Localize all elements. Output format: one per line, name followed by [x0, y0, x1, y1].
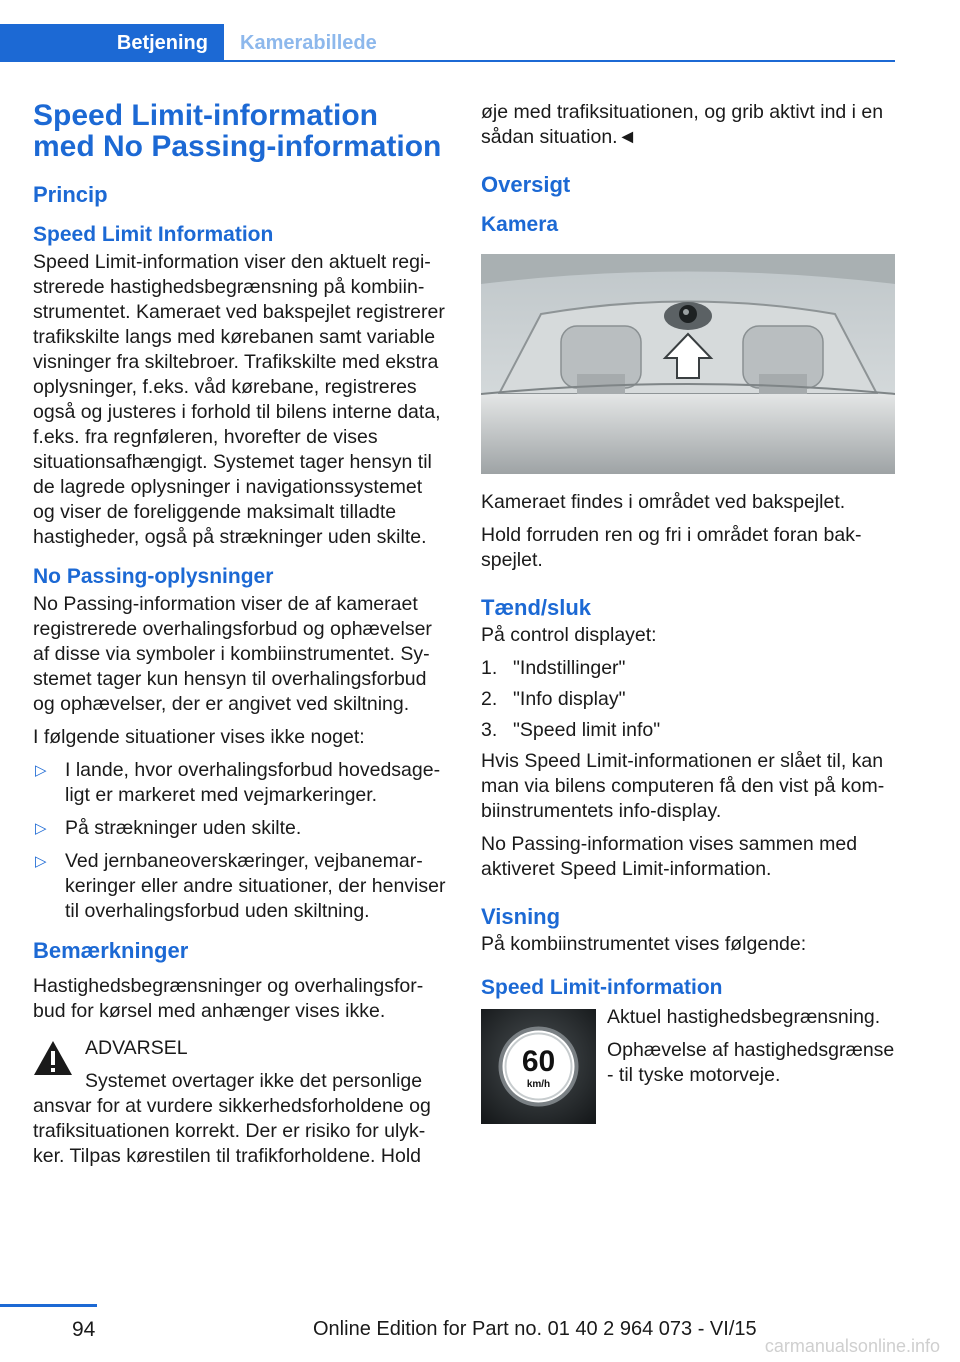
- list-item: ▷ På strækninger uden skilte.: [35, 817, 302, 839]
- paragraph-no-passing: No Passing-information viser de af kameraet registrerede overhalingsforbud og ophævelser af disse via symboler i kombiinstrumentet. Systemet tager kun hensyn til overhalingsforbud og ophævelser, der er angivet ved skiltning.: [33, 593, 432, 715]
- paragraph-situations-lead: I følgende situationer vises ikke noget:: [33, 726, 365, 748]
- heading-no-passing: No Passing-oplysninger: [33, 565, 274, 588]
- triangle-bullet-icon: ▷: [35, 762, 47, 779]
- heading-oversigt: Oversigt: [481, 172, 571, 197]
- paragraph-no-passing-shown: No Passing-information vises sammen med aktiveret Speed Limit-information.: [481, 833, 858, 880]
- paragraph-control-display: På control displayet:: [481, 624, 657, 646]
- speed-sign-value: 60: [521, 1045, 556, 1078]
- warning-continuation: øje med trafiksituationen, og grib aktivt ind i en sådan situation.◄: [481, 101, 884, 148]
- tab-betjening[interactable]: Betjening: [0, 24, 224, 62]
- list-item[interactable]: 1. "Indstillinger": [481, 657, 626, 679]
- page-title: Speed Limit-information med No Passing-information: [33, 99, 442, 163]
- speed-sign-row: [481, 1005, 895, 1088]
- heading-taend-sluk: Tænd/sluk: [481, 595, 592, 620]
- paragraph-remarks: Hastighedsbegrænsninger og overhalingsforbud for kørsel med anhænger vises ikke.: [33, 975, 424, 1022]
- header-tabs: [0, 24, 895, 62]
- page-number: 94: [72, 1318, 96, 1341]
- heading-princip: Princip: [33, 182, 108, 207]
- heading-speed-limit-information: Speed Limit Information: [33, 223, 274, 246]
- paragraph-camera-clean: Hold forruden ren og fri i området foran bakspejlet.: [481, 524, 862, 571]
- list-item: ▷ Ved jernbaneoverskæringer, vejbanemarkeringer eller andre situationer, der henviser til overhalingsforbud uden skiltning.: [35, 850, 446, 922]
- list-item[interactable]: 3. "Speed limit info": [481, 719, 661, 741]
- paragraph-onoff-info: Hvis Speed Limit-informationen er slået til, kan man via bilens computeren få den vist på kombiinstrumentets info-display.: [481, 750, 885, 822]
- watermark: carmanualsonline.info: [764, 1336, 940, 1356]
- tab-kamerabillede[interactable]: Kamerabillede: [240, 32, 377, 54]
- warning-triangle-icon: [33, 1040, 73, 1076]
- paragraph-display-lead: På kombiinstrumentet vises følgende:: [481, 933, 807, 955]
- camera-location-illustration: [481, 254, 895, 474]
- settings-steps: [481, 656, 895, 743]
- paragraph-speed-limit: Speed Limit-information viser den aktuelt registrerede hastighedsbegrænsning på kombiinstrumentet. Kameraet ved bakspejlet registrerer trafikskilte langs med kørebanen samt variable visninger fra skiltebroer. Trafikskilte med ekstra oplysninger, f.eks. våd kørebane, registreres også og justeres i forhold til bilens interne data, f.eks. fra regnføleren, hvorefter de vises situationsafhængigt. Systemet tager hensyn til de lagrede oplysninger i navigationssystemet og viser de foreliggende maksimalt tilladte hastigheder, også på strækninger uden skilte.: [33, 251, 445, 548]
- heading-kamera: Kamera: [481, 213, 559, 236]
- paragraph-limit-lift: Ophævelse af hastighedsgrænse - til tyske motorveje.: [607, 1039, 895, 1086]
- triangle-bullet-icon: ▷: [35, 853, 47, 870]
- situations-list: [33, 758, 448, 924]
- heading-speed-limit-information-display: Speed Limit-information: [481, 976, 723, 999]
- warning-block: [33, 1036, 448, 1169]
- footer-rule: [0, 1304, 97, 1307]
- left-column: [33, 100, 448, 1169]
- edition-note: Online Edition for Part no. 01 40 2 964 073 - VI/15: [313, 1318, 757, 1340]
- header-rule: [224, 60, 895, 62]
- right-column: [481, 100, 895, 1096]
- heading-bemaerkninger: Bemærkninger: [33, 938, 189, 963]
- heading-visning: Visning: [481, 904, 561, 929]
- warning-label: ADVARSEL: [85, 1037, 188, 1059]
- list-item: ▷ I lande, hvor overhalingsforbud hovedsageligt er markeret med vejmarkeringer.: [35, 759, 441, 806]
- speed-limit-sign-icon: [481, 1009, 596, 1124]
- triangle-bullet-icon: ▷: [35, 820, 47, 837]
- paragraph-camera-location: Kameraet findes i området ved bakspejlet.: [481, 491, 846, 513]
- speed-sign-unit: km/h: [526, 1079, 551, 1090]
- warning-text: Systemet overtager ikke det personlige ansvar for at vurdere sikkerhedsforholdene og trafiksituationen korrekt. Der er risiko for ulykker. Tilpas kørestilen til trafikforholdene. Hold: [33, 1070, 431, 1167]
- paragraph-current-limit: Aktuel hastighedsbegrænsning.: [607, 1006, 881, 1028]
- list-item[interactable]: 2. "Info display": [481, 688, 626, 710]
